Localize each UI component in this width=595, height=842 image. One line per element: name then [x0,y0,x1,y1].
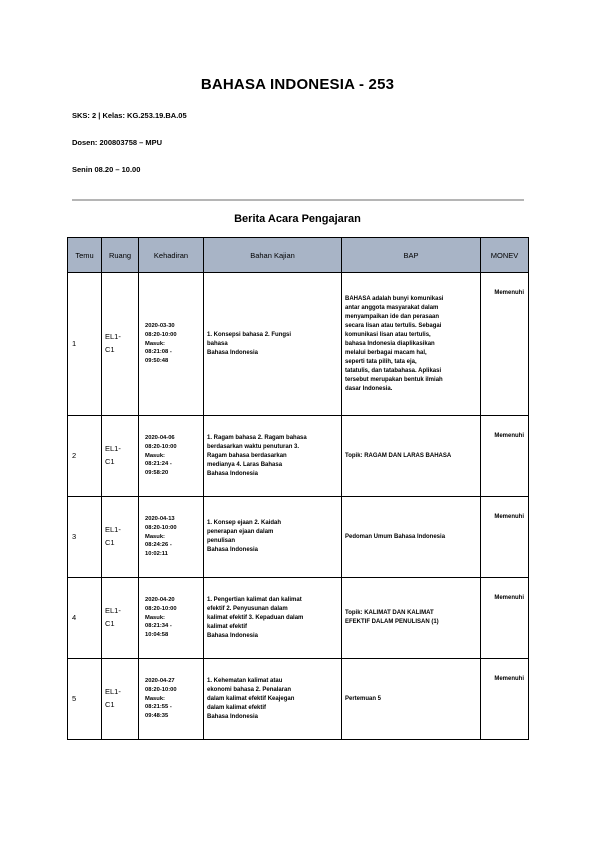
cell-kehadiran: 2020-04-20 08:20-10:00 Masuk: 08:21:34 - 10:04:58 [139,578,204,659]
cell-temu: 1 [68,273,102,416]
cell-bahan-kajian: 1. Konsepsi bahasa 2. Fungsi bahasa Bahasa Indonesia [204,273,342,416]
column-header-kehadiran: Kehadiran [139,238,204,273]
cell-bahan-kajian: 1. Pengertian kalimat dan kalimat efektif 2. Penyusunan dalam kalimat efektif 3. Kepaduan dalam kalimat efektif Bahasa Indonesia [204,578,342,659]
cell-bap: BAHASA adalah bunyi komunikasi antar anggota masyarakat dalam menyampaikan ide dan perasaan secara lisan atau tertulis. Sebagai komunikasi lisan atau tertulis, bahasa Indonesia diaplikasikan melalui berbagai macam hal, seperti tata pilih, tata eja, tatatulis, dan tatabahasa. Aplikasi tersebut merupakan bentuk ilmiah dasar Indonesia. [342,273,481,416]
cell-monev: Memenuhi [481,659,529,740]
cell-ruang: EL1- C1 [102,273,139,416]
cell-bahan-kajian: 1. Kehematan kalimat atau ekonomi bahasa 2. Penalaran dalam kalimat efektif Keajegan dalam kalimat efektif Bahasa Indonesia [204,659,342,740]
cell-monev: Memenuhi [481,273,529,416]
bap-table [67,237,529,740]
lecturer-info: Dosen: 200803758 – MPU [72,138,163,147]
cell-ruang: EL1- C1 [102,416,139,497]
column-header-monev: MONEV [481,238,529,273]
column-header-temu: Temu [68,238,102,273]
cell-bap: Pertemuan 5 [342,659,481,740]
course-title: BAHASA INDONESIA - 253 [200,76,395,93]
cell-temu: 2 [68,416,102,497]
table-row [68,497,529,578]
cell-temu: 3 [68,497,102,578]
cell-bahan-kajian: 1. Ragam bahasa 2. Ragam bahasa berdasarkan waktu penuturan 3. Ragam bahasa berdasarkan medianya 4. Laras Bahasa Bahasa Indonesia [204,416,342,497]
column-header-bap: BAP [342,238,481,273]
cell-ruang: EL1- C1 [102,659,139,740]
cell-kehadiran: 2020-04-27 08:20-10:00 Masuk: 08:21:55 - 09:48:35 [139,659,204,740]
cell-kehadiran: 2020-03-30 08:20-10:00 Masuk: 08:21:08 - 09:50:48 [139,273,204,416]
schedule-info: Senin 08.20 – 10.00 [72,165,141,174]
cell-monev: Memenuhi [481,578,529,659]
cell-kehadiran: 2020-04-06 08:20-10:00 Masuk: 08:21:24 - 09:58:20 [139,416,204,497]
cell-ruang: EL1- C1 [102,578,139,659]
horizontal-divider [72,199,524,201]
cell-bap: Topik: KALIMAT DAN KALIMAT EFEKTIF DALAM PENULISAN (1) [342,578,481,659]
cell-bap: Pedoman Umum Bahasa Indonesia [342,497,481,578]
cell-kehadiran: 2020-04-13 08:20-10:00 Masuk: 08:24:26 - 10:02:11 [139,497,204,578]
table-row [68,416,529,497]
column-header-bahan-kajian: Bahan Kajian [204,238,342,273]
cell-monev: Memenuhi [481,497,529,578]
table-row [68,659,529,740]
cell-ruang: EL1- C1 [102,497,139,578]
table-row [68,578,529,659]
cell-bap: Topik: RAGAM DAN LARAS BAHASA [342,416,481,497]
table-header-row [68,238,529,273]
sks-class-info: SKS: 2 | Kelas: KG.253.19.BA.05 [72,111,187,120]
cell-temu: 5 [68,659,102,740]
cell-monev: Memenuhi [481,416,529,497]
section-title: Berita Acara Pengajaran [234,213,361,225]
cell-temu: 4 [68,578,102,659]
cell-bahan-kajian: 1. Konsep ejaan 2. Kaidah penerapan ejaan dalam penulisan Bahasa Indonesia [204,497,342,578]
column-header-ruang: Ruang [102,238,139,273]
table-row [68,273,529,416]
